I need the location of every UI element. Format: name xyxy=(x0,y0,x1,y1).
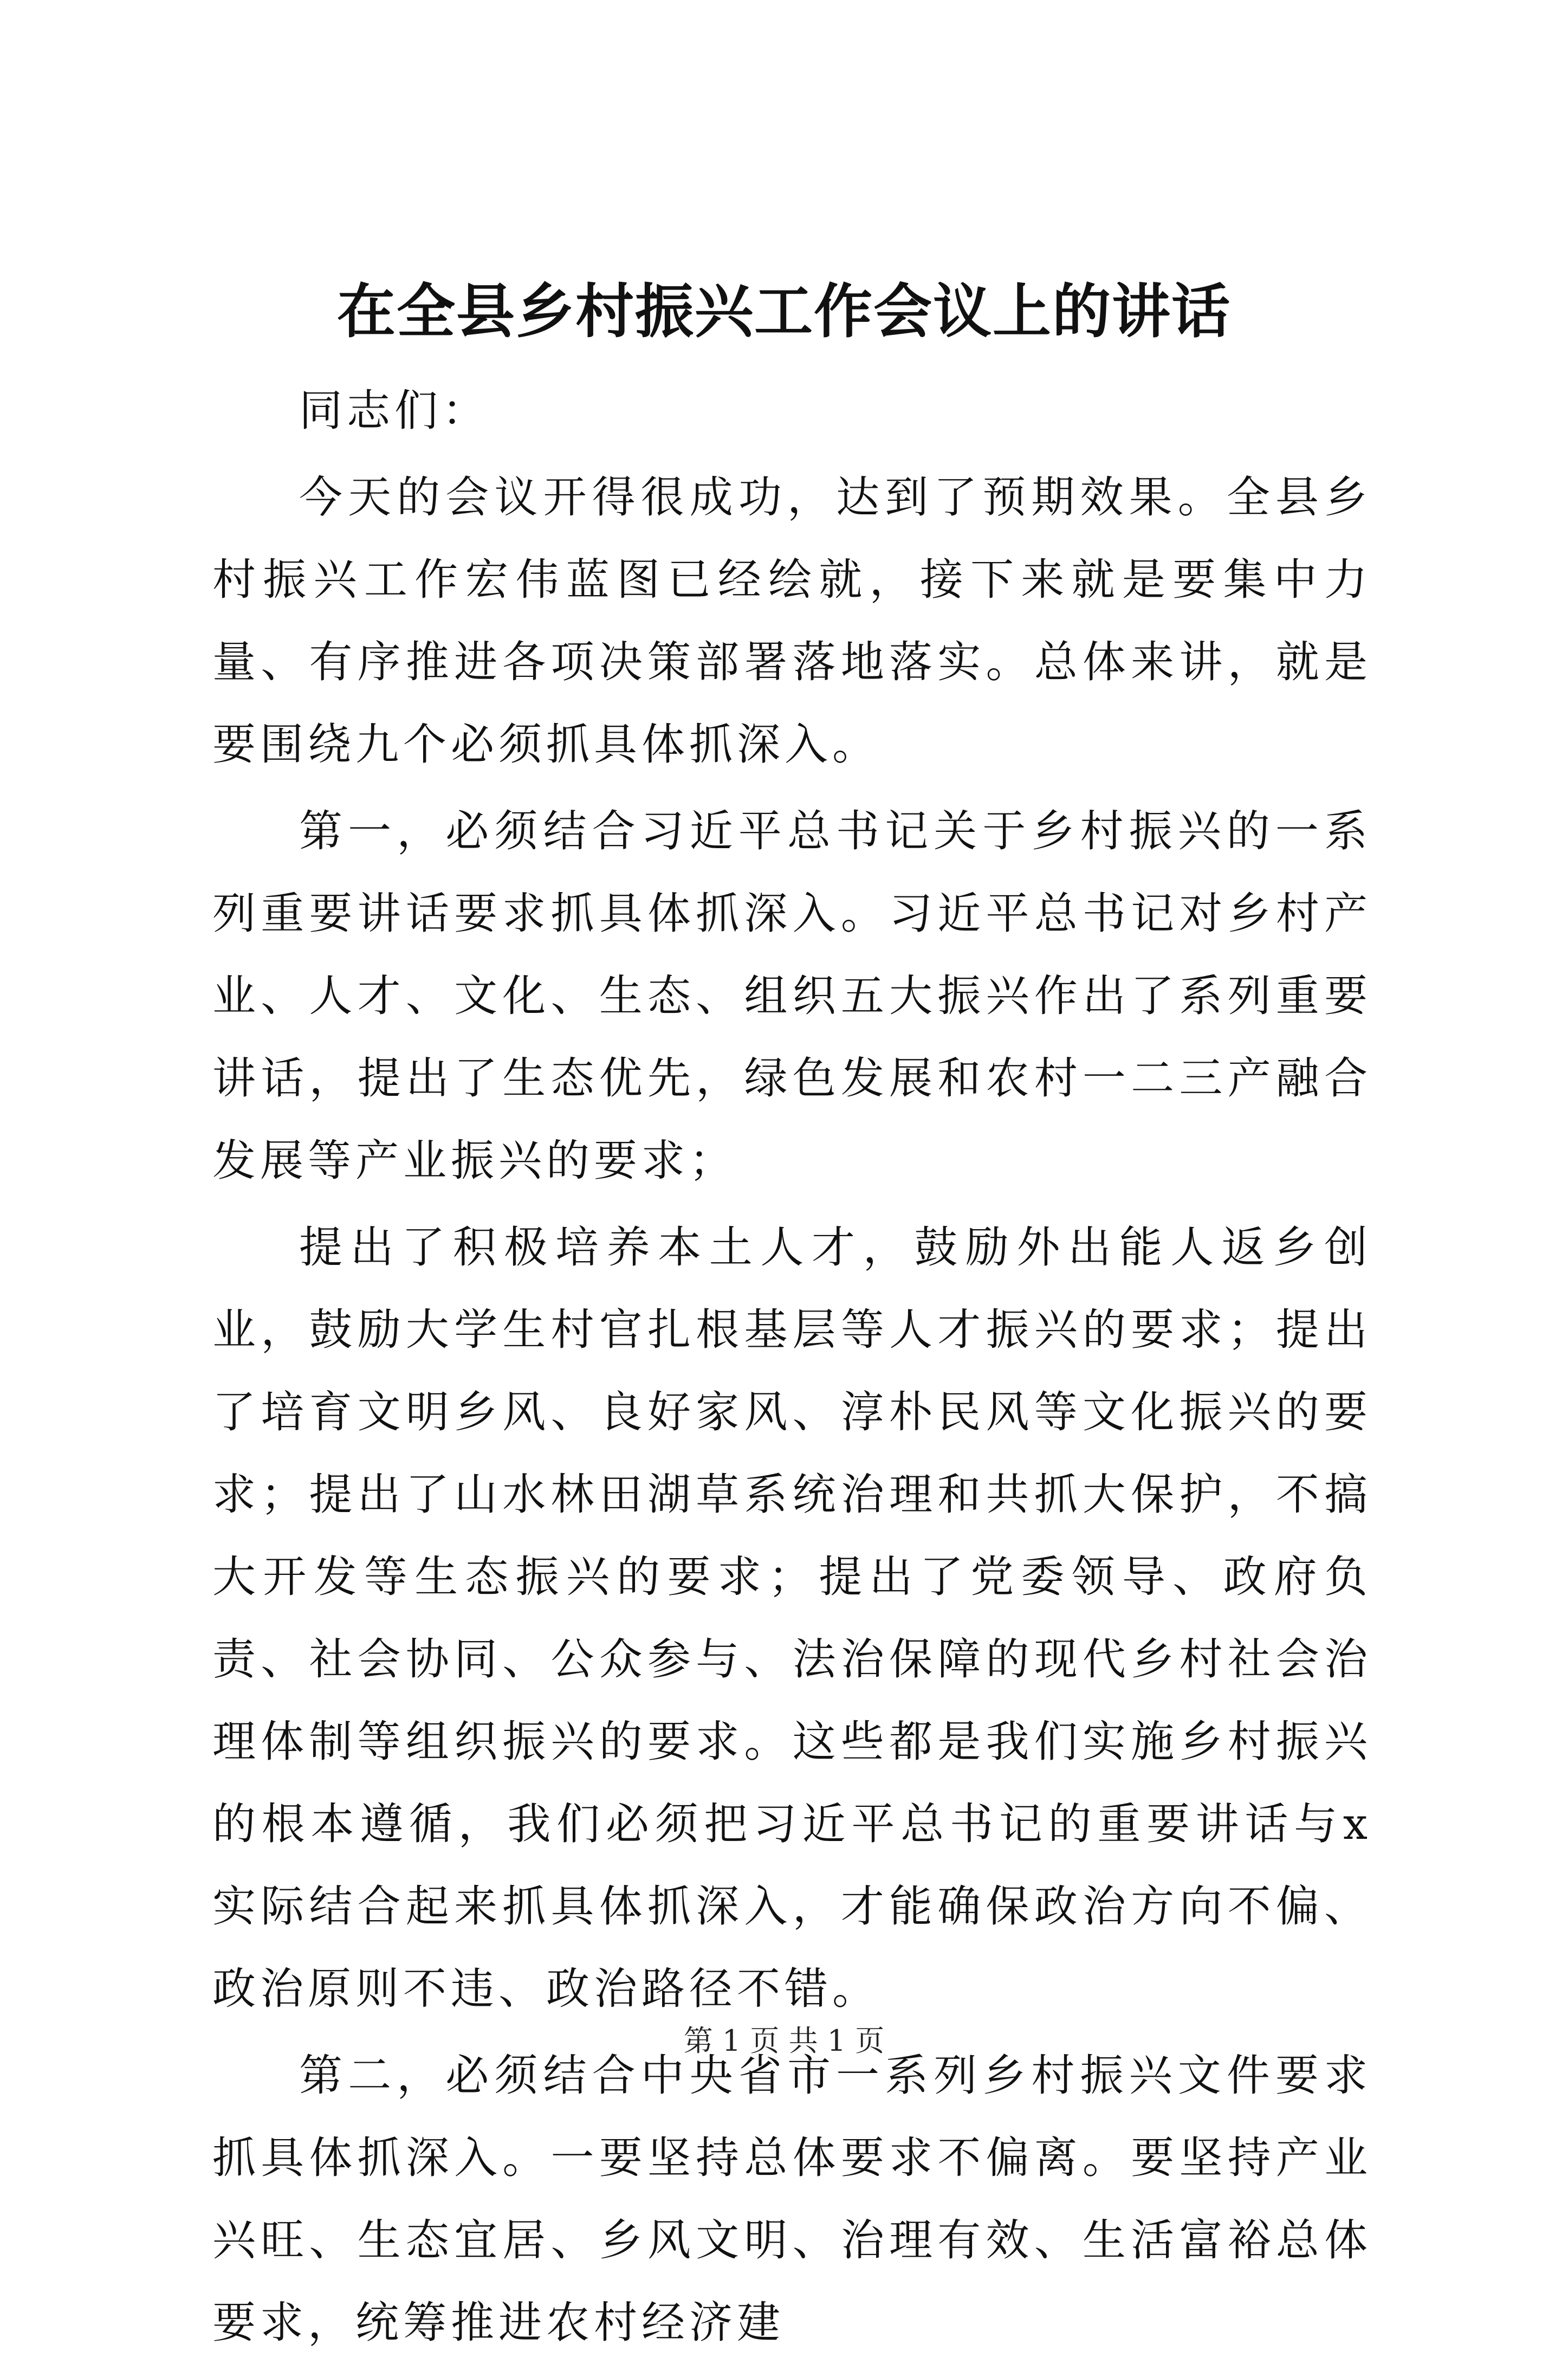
document-body xyxy=(212,370,1372,2364)
paragraph-second-point: 第二，必须结合中央省市一系列乡村振兴文件要求抓具体抓深入。一要坚持总体要求不偏离。要坚持产业兴旺、生态宜居、乡风文明、治理有效、生活富裕总体要求，统筹推进农村经济建 xyxy=(212,2050,1372,2348)
page-footer: 第 1 页 共 1 页 xyxy=(683,2024,885,2058)
paragraph-first-point: 第一，必须结合习近平总书记关于乡村振兴的一系列重要讲话要求抓具体抓深入。习近平总书记对乡村产业、人才、文化、生态、组织五大振兴作出了系列重要讲话，提出了生态优先，绿色发展和农村一二三产融合发展等产业振兴的要求； xyxy=(212,806,1372,1186)
paragraph-salutation: 同志们： xyxy=(299,385,490,436)
paragraph-first-point-continued: 提出了积极培养本土人才，鼓励外出能人返乡创业，鼓励大学生村官扎根基层等人才振兴的要求；提出了培育文明乡风、良好家风、淳朴民风等文化振兴的要求；提出了山水林田湖草系统治理和共抓大保护，不搞大开发等生态振兴的要求；提出了党委领导、政府负责、社会协同、公众参与、法治保障的现代乡村社会治理体制等组织振兴的要求。这些都是我们实施乡村振兴的根本遵循，我们必须把习近平总书记的重要讲话与x实际结合起来抓具体抓深入，才能确保政治方向不偏、政治原则不违、政治路径不错。 xyxy=(212,1222,1372,2014)
paragraph-intro: 今天的会议开得很成功，达到了预期效果。全县乡村振兴工作宏伟蓝图已经绘就，接下来就是要集中力量、有序推进各项决策部署落地落实。总体来讲，就是要围绕九个必须抓具体抓深入。 xyxy=(212,472,1372,770)
document-title: 在全县乡村振兴工作会议上的讲话 xyxy=(336,277,1231,346)
